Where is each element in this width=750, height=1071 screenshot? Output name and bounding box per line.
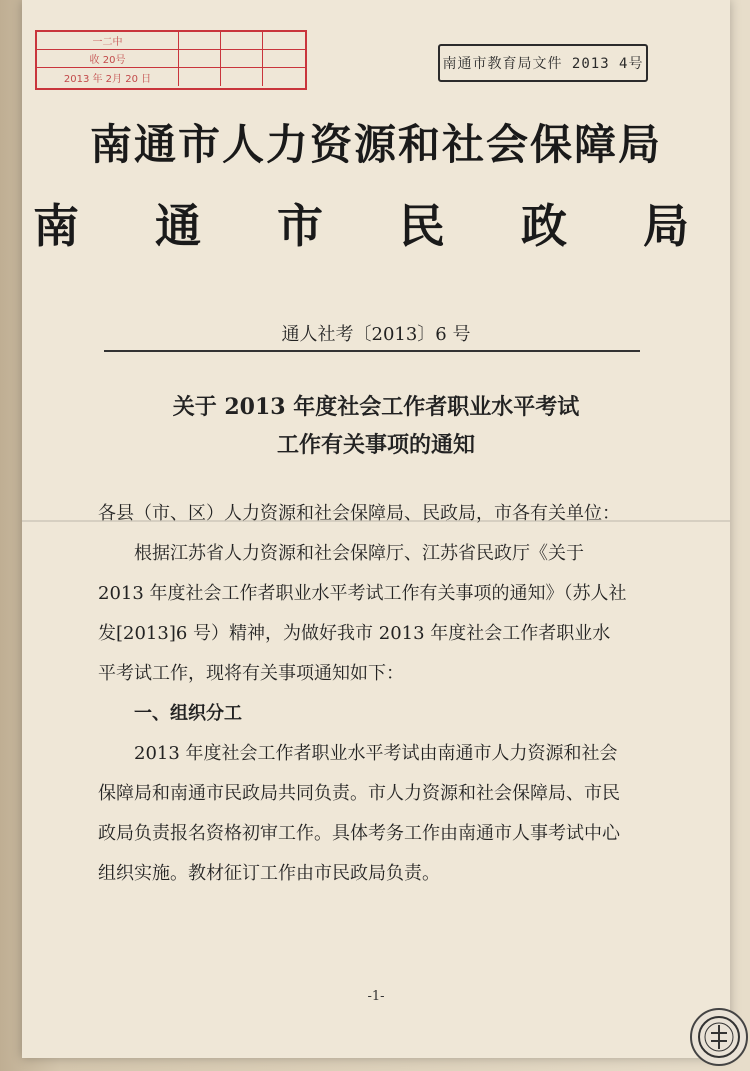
issuer-title-civil-affairs: 南 通 市 民 政 局 — [32, 199, 720, 253]
file-number-stamp: 南通市教育局文件 2013 4号 — [438, 44, 648, 82]
issuer-title-hr-bureau: 南通市人力资源和社会保障局 — [89, 120, 662, 169]
stamp-cell-received: 收 20号 — [37, 50, 179, 68]
stamp-cell-empty — [179, 50, 221, 68]
stamp-cell-empty — [179, 32, 221, 50]
receipt-stamp — [35, 30, 307, 90]
school-seal-logo — [690, 1008, 748, 1066]
stamp-cell-empty — [221, 50, 263, 68]
document-number: 通人社考〔2013〕6 号 — [281, 324, 471, 345]
paragraph-1: 根据江苏省人力资源和社会保障厅、江苏省民政厅《关于 2013 年度社会工作者职业水平考试工作有关事项的通知》（苏人社发[2013]6 号）精神，为做好我市 2013 年度社会工作者职业水平考试工作，现将有关事项通知如下： — [98, 543, 627, 684]
stamp-cell-empty — [221, 32, 263, 50]
stamp-cell-school: 一二中 — [37, 32, 179, 50]
stamp-cell-empty — [263, 32, 305, 50]
stamp-cell-date: 2013 年 2月 20 日 — [37, 68, 179, 86]
stamp-cell-empty — [263, 50, 305, 68]
section-1-title: 一、组织分工 — [134, 703, 242, 724]
addressee: 各县（市、区）人力资源和社会保障局、民政局，市各有关单位： — [98, 503, 620, 524]
seal-icon — [697, 1015, 741, 1059]
stamp-cell-empty — [221, 68, 263, 86]
notice-body — [98, 494, 628, 894]
section-1-body: 2013 年度社会工作者职业水平考试由南通市人力资源和社会保障局和南通市民政局共同负责。市人力资源和社会保障局、市民政局负责报名资格初审工作。具体考务工作由南通市人事考试中心组织实施。教材征订工作由市民政局负责。 — [98, 743, 620, 884]
page-number: -1- — [367, 989, 385, 1004]
stamp-cell-empty — [179, 68, 221, 86]
notice-heading-line-1: 关于 2013 年度社会工作者职业水平考试 — [172, 394, 580, 420]
stamp-cell-empty — [263, 68, 305, 86]
header-divider — [104, 350, 640, 352]
notice-heading — [22, 388, 730, 464]
notice-heading-line-2: 工作有关事项的通知 — [276, 432, 475, 458]
